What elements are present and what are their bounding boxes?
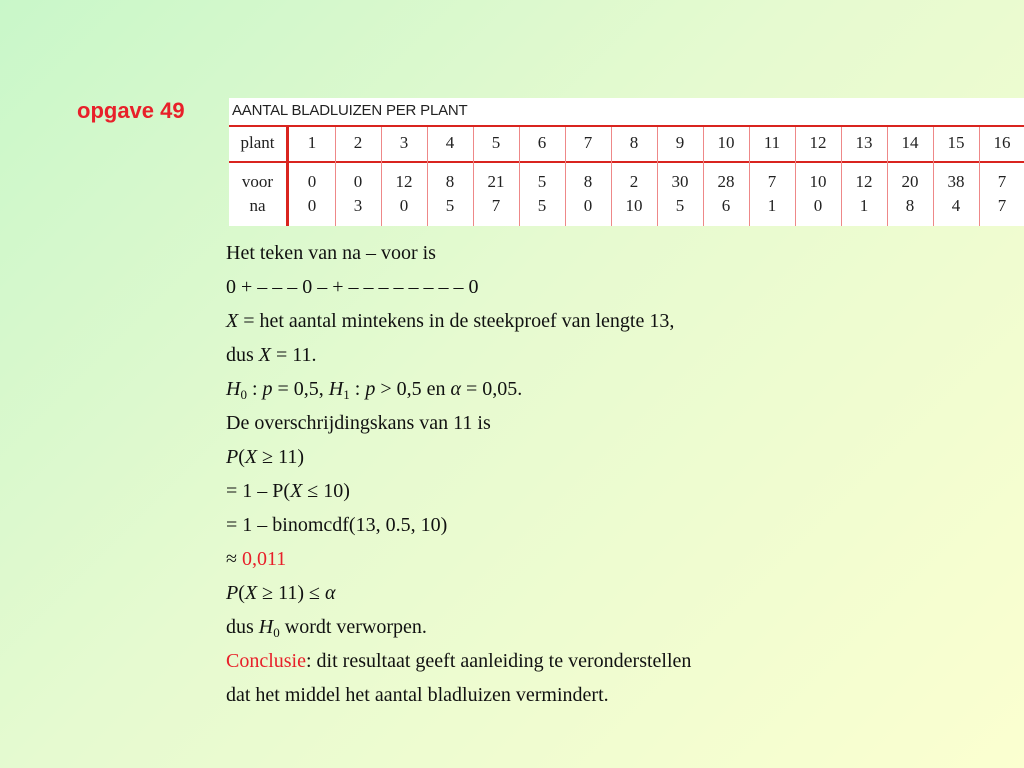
text-line-5 — [226, 372, 1016, 406]
text-line-4 — [226, 338, 1016, 372]
na-value: 0 — [307, 196, 317, 215]
column-separator — [979, 127, 980, 226]
var-x: X — [290, 480, 303, 502]
sub-0: 0 — [273, 625, 280, 640]
plant-number: 5 — [491, 133, 501, 152]
na-value: 0 — [813, 196, 823, 215]
sub-0: 0 — [240, 387, 247, 402]
row-label-na: na — [249, 196, 266, 215]
text-line-7 — [226, 440, 1016, 474]
paren: ( — [238, 446, 245, 468]
aphid-table — [229, 98, 1024, 226]
column-separator — [381, 127, 382, 226]
var-x: X — [258, 344, 272, 366]
text-dus: dus — [226, 344, 259, 366]
table-caption: AANTAL BLADLUIZEN PER PLANT — [232, 102, 468, 119]
plant-number: 3 — [399, 133, 409, 152]
voor-value: 5 — [537, 172, 547, 191]
alpha: α — [324, 582, 336, 604]
na-value: 5 — [445, 196, 455, 215]
column-separator — [933, 127, 934, 226]
x-definition: = het aantal mintekens in de steekproef van lengte 13, — [238, 310, 675, 332]
column-separator — [335, 127, 336, 226]
binomcdf-expr: = 1 – binomcdf(13, 0.5, 10) — [226, 514, 448, 536]
text-line-3 — [226, 304, 1016, 338]
conclusion-text-2: dat het middel het aantal bladluizen vermindert. — [226, 684, 609, 706]
column-separator — [795, 127, 796, 226]
column-separator — [473, 127, 474, 226]
plant-number: 2 — [353, 133, 363, 152]
column-separator — [519, 127, 520, 226]
plant-number: 4 — [445, 133, 455, 152]
na-value: 10 — [625, 196, 643, 215]
voor-value: 0 — [353, 172, 363, 191]
text-line-8 — [226, 474, 1016, 508]
hyp-h0: H — [258, 616, 274, 638]
text-line-2 — [226, 270, 1016, 304]
row-label-voor: voor — [241, 172, 274, 191]
table-top-rule — [229, 125, 1024, 127]
column-separator — [427, 127, 428, 226]
table-header-rule — [229, 161, 1024, 163]
prob-expr: ≥ 11) — [257, 446, 305, 468]
na-value: 0 — [399, 196, 409, 215]
plant-number: 13 — [855, 133, 873, 152]
plant-number: 7 — [583, 133, 593, 152]
voor-value: 20 — [901, 172, 919, 191]
paren: ( — [238, 582, 245, 604]
na-value: 4 — [951, 196, 961, 215]
na-value: 7 — [997, 196, 1007, 215]
sub-1: 1 — [343, 387, 350, 402]
voor-value: 7 — [767, 172, 777, 191]
alpha: α — [450, 378, 461, 400]
voor-value: 2 — [629, 172, 639, 191]
text-line-9 — [226, 508, 1016, 542]
exceed-intro: De overschrijdingskans van 11 is — [226, 412, 491, 434]
voor-value: 8 — [583, 172, 593, 191]
plant-number: 10 — [717, 133, 735, 152]
na-value: 5 — [675, 196, 685, 215]
text-line-13 — [226, 644, 1016, 678]
na-value: 6 — [721, 196, 731, 215]
var-x: X — [244, 582, 258, 604]
voor-value: 12 — [395, 172, 413, 191]
voor-value: 7 — [997, 172, 1007, 191]
var-p-cap: P — [226, 582, 239, 604]
h0-value: = 0,5, — [272, 378, 329, 400]
voor-value: 21 — [487, 172, 505, 191]
var-x: X — [244, 446, 258, 468]
sign-intro: Het teken van na – voor is — [226, 242, 436, 264]
colon: : — [246, 378, 263, 400]
na-value: 1 — [767, 196, 777, 215]
na-value: 7 — [491, 196, 501, 215]
column-separator — [749, 127, 750, 226]
na-value: 0 — [583, 196, 593, 215]
complement-b: ≤ 10) — [302, 480, 350, 502]
text-line-10 — [226, 542, 1016, 576]
var-x: X — [226, 310, 239, 332]
sign-sequence: 0 + – – – 0 – + – – – – – – – – 0 — [226, 276, 479, 298]
na-value: 3 — [353, 196, 363, 215]
voor-value: 0 — [307, 172, 317, 191]
text-line-6 — [226, 406, 1016, 440]
plant-number: 8 — [629, 133, 639, 152]
na-value: 5 — [537, 196, 547, 215]
text-line-11 — [226, 576, 1016, 610]
exercise-title: opgave 49 — [77, 98, 185, 123]
na-value: 1 — [859, 196, 869, 215]
text-line-12 — [226, 610, 1016, 644]
approx: ≈ — [226, 548, 242, 570]
hyp-h0: H — [226, 378, 241, 400]
var-p: p — [262, 378, 273, 400]
var-p: p — [365, 378, 376, 400]
compare-expr: ≥ 11) ≤ — [257, 582, 325, 604]
voor-value: 30 — [671, 172, 689, 191]
hyp-h1: H — [328, 378, 344, 400]
conclusion-text: : dit resultaat geeft aanleiding te veronderstellen — [306, 650, 692, 672]
column-separator — [887, 127, 888, 226]
voor-value: 28 — [717, 172, 735, 191]
text-line-14 — [226, 678, 1016, 712]
column-separator — [841, 127, 842, 226]
voor-value: 10 — [809, 172, 827, 191]
plant-number: 16 — [993, 133, 1011, 152]
text-line-1 — [226, 236, 1016, 270]
x-value: = 11. — [271, 344, 317, 366]
solution-text — [226, 236, 1016, 712]
voor-value: 12 — [855, 172, 873, 191]
column-separator — [611, 127, 612, 226]
rejected-text: wordt verworpen. — [279, 616, 427, 638]
voor-value: 8 — [445, 172, 455, 191]
plant-number: 6 — [537, 133, 547, 152]
plant-number: 14 — [901, 133, 919, 152]
header-label: plant — [240, 133, 275, 152]
complement-a: = 1 – P( — [226, 480, 291, 502]
h1-value: > 0,5 en — [375, 378, 451, 400]
alpha-value: = 0,05. — [460, 378, 523, 400]
var-p-cap: P — [226, 446, 239, 468]
na-value: 8 — [905, 196, 915, 215]
plant-number: 1 — [307, 133, 317, 152]
text-dus: dus — [226, 616, 259, 638]
column-separator — [565, 127, 566, 226]
plant-number: 11 — [763, 133, 781, 152]
column-separator — [703, 127, 704, 226]
plant-number: 15 — [947, 133, 965, 152]
column-separator — [657, 127, 658, 226]
result-value: 0,011 — [241, 548, 287, 570]
colon: : — [349, 378, 366, 400]
conclusion-label: Conclusie — [226, 650, 306, 672]
plant-number: 9 — [675, 133, 685, 152]
voor-value: 38 — [947, 172, 965, 191]
plant-number: 12 — [809, 133, 827, 152]
